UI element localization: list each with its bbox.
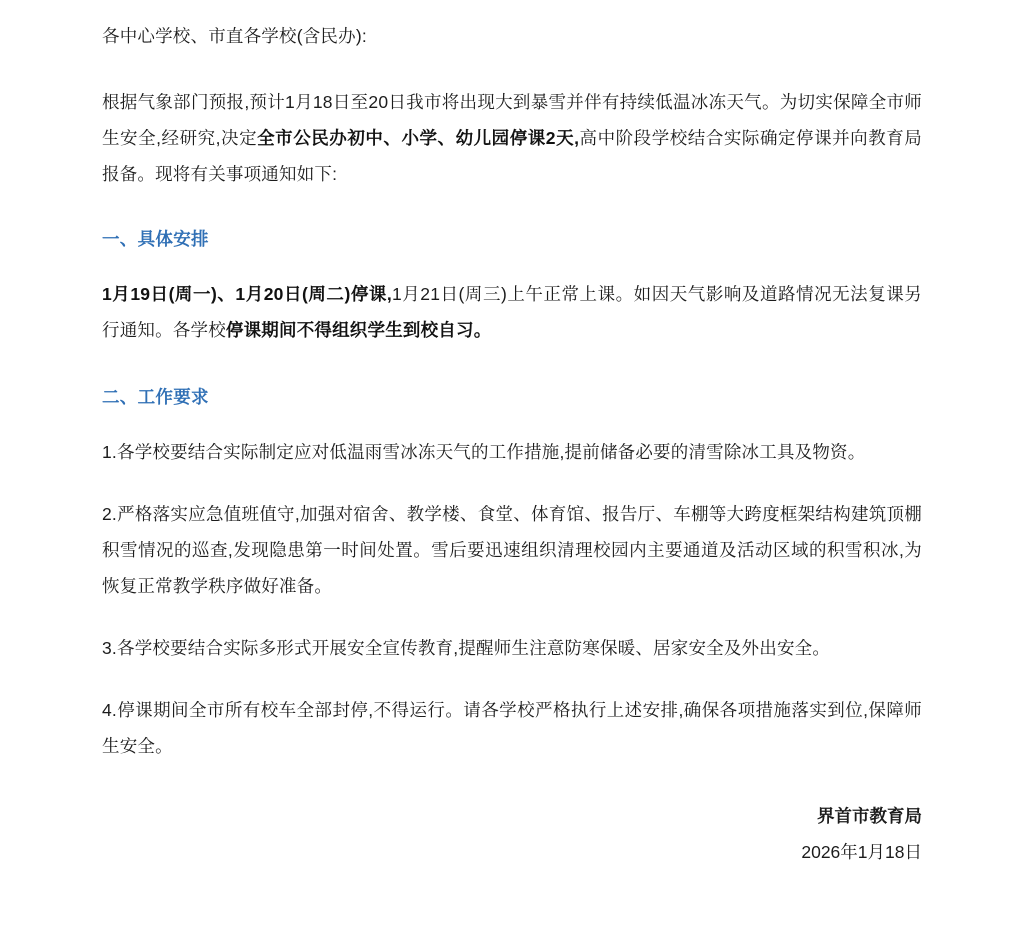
section1-emphasis-no-selfstudy: 停课期间不得组织学生到校自习。 (225, 320, 492, 340)
section1-paragraph (102, 276, 922, 348)
section-heading-requirements: 二、工作要求 (102, 387, 209, 407)
signature-block (102, 798, 922, 870)
requirement-item-4: 4.停课期间全市所有校车全部封停,不得运行。请各学校严格执行上述安排,确保各项措施落实到位,保障师生安全。 (102, 700, 922, 756)
intro-emphasis-closure: 全市公民办初中、小学、幼儿园停课2天, (257, 128, 580, 148)
signature-date: 2026年1月18日 (801, 842, 922, 862)
signature-organization: 界首市教育局 (817, 806, 922, 826)
intro-text-part1: 根据气象部门预报,预计1月18日至20日我市将出现大到暴雪并伴有持续低温冰冻天气。为切实保障全市师生安全,经研究,决定 (102, 92, 922, 148)
section1-text: 1月21日(周三)上午正常上课。如因天气影响及道路情况无法复课另行通知。各学校 (102, 284, 922, 340)
salutation-paragraph (102, 18, 922, 54)
requirement-item-3: 3.各学校要结合实际多形式开展安全宣传教育,提醒师生注意防寒保暖、居家安全及外出安全。 (102, 638, 831, 658)
intro-paragraph (102, 84, 922, 192)
section-heading-arrangements: 一、具体安排 (102, 229, 209, 249)
requirement-item-2: 2.严格落实应急值班值守,加强对宿舍、教学楼、食堂、体育馆、报告厅、车棚等大跨度框架结构建筑顶棚积雪情况的巡查,发现隐患第一时间处置。雪后要迅速组织清理校园内主要通道及活动区域的积雪积冰,为恢复正常教学秩序做好准备。 (102, 504, 922, 596)
section1-emphasis-dates: 1月19日(周一)、1月20日(周二)停课, (102, 284, 392, 304)
intro-text-part2: 高中阶段学校结合实际确定停课并向教育局报备。现将有关事项通知如下: (102, 128, 922, 184)
requirement-item-1: 1.各学校要结合实际制定应对低温雨雪冰冻天气的工作措施,提前储备必要的清雪除冰工具及物资。 (102, 442, 866, 462)
salutation-text: 各中心学校、市直各学校(含民办): (102, 26, 367, 46)
